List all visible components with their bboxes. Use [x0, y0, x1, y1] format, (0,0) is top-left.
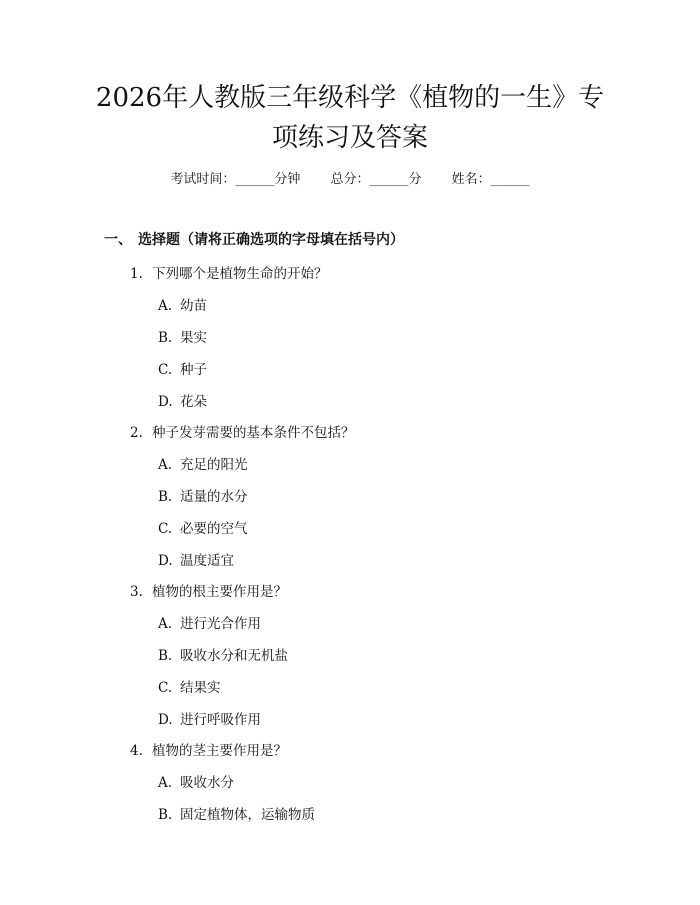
question-number: 4.: [130, 743, 143, 759]
question-text: 植物的茎主要作用是？: [152, 743, 287, 759]
option-text: 适量的水分: [180, 489, 248, 505]
exam-time: 考试时间：______分钟: [170, 172, 301, 187]
option-text: 种子: [180, 362, 207, 378]
question: [130, 421, 355, 441]
question-text: 种子发芽需要的基本条件不包括？: [152, 425, 355, 441]
option: [158, 485, 248, 505]
option: [158, 771, 234, 791]
question-number: 1.: [130, 266, 143, 282]
option-letter: A.: [158, 298, 173, 314]
option-letter: B.: [158, 648, 173, 664]
document-title: [0, 78, 700, 158]
option: [158, 676, 221, 696]
option: [158, 549, 234, 569]
question: [130, 580, 287, 600]
question-number: 2.: [130, 425, 143, 441]
option-text: 充足的阳光: [180, 457, 248, 473]
title-line-1: 2026年人教版三年级科学《植物的一生》专: [95, 83, 605, 113]
option: [158, 708, 261, 728]
option-letter: A.: [158, 616, 173, 632]
question: [130, 739, 287, 759]
section-heading: [104, 229, 404, 249]
question-number: 3.: [130, 584, 143, 600]
question-text: 植物的根主要作用是？: [152, 584, 287, 600]
option-text: 果实: [180, 330, 207, 346]
exam-info: [0, 168, 700, 187]
option: [158, 517, 248, 537]
option: [158, 453, 248, 473]
option-text: 固定植物体，运输物质: [180, 807, 315, 823]
option-letter: C.: [158, 521, 173, 537]
option-letter: D.: [158, 394, 173, 410]
option-text: 花朵: [180, 394, 207, 410]
option-text: 结果实: [180, 680, 221, 696]
section-number: 一、: [104, 232, 132, 248]
option: [158, 326, 207, 346]
option-text: 必要的空气: [180, 521, 248, 537]
option-letter: C.: [158, 680, 173, 696]
option-letter: A.: [158, 775, 173, 791]
option: [158, 803, 315, 823]
option-text: 进行光合作用: [180, 616, 261, 632]
option-text: 温度适宜: [180, 553, 234, 569]
option-letter: D.: [158, 553, 173, 569]
option: [158, 294, 207, 314]
question-text: 下列哪个是植物生命的开始？: [152, 266, 328, 282]
question: [130, 262, 328, 282]
title-line-2: 项练习及答案: [271, 123, 428, 153]
student-name: 姓名：______: [451, 172, 530, 187]
option-letter: C.: [158, 362, 173, 378]
option: [158, 644, 288, 664]
option-letter: B.: [158, 807, 173, 823]
option-text: 进行呼吸作用: [180, 712, 261, 728]
section-title: 选择题（请将正确选项的字母填在括号内）: [138, 232, 404, 248]
option: [158, 612, 261, 632]
option-text: 吸收水分和无机盐: [180, 648, 288, 664]
option-letter: B.: [158, 330, 173, 346]
option-text: 幼苗: [180, 298, 207, 314]
option: [158, 390, 207, 410]
option-letter: A.: [158, 457, 173, 473]
option-letter: B.: [158, 489, 173, 505]
option-letter: D.: [158, 712, 173, 728]
option-text: 吸收水分: [180, 775, 234, 791]
total-score: 总分：______分: [330, 172, 422, 187]
option: [158, 358, 207, 378]
